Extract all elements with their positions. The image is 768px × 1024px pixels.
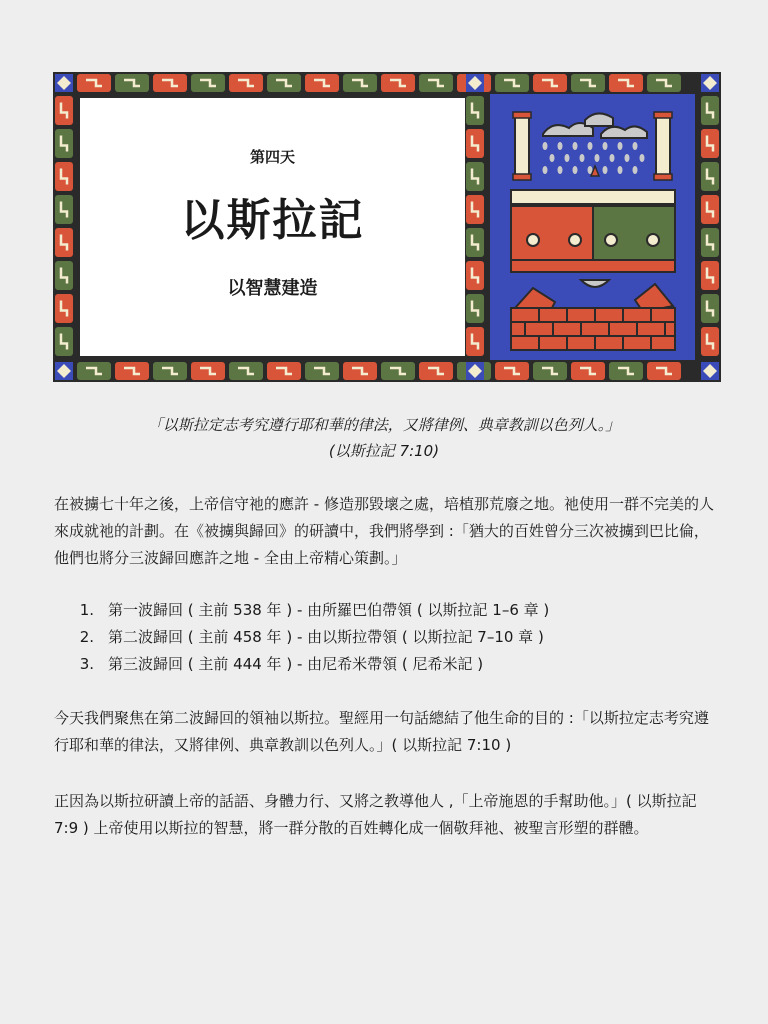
list-item: [54, 651, 716, 678]
wisdom-paragraph: 正因為以斯拉研讀上帝的話語、身體力行、又將之教導他人 ,「上帝施恩的手幫助他。」( 以斯拉記 7:9 ) 上帝使用以斯拉的智慧，將一群分散的百姓轉化成一個敬拜祂、被聖言形塑的群體。: [54, 792, 697, 837]
key-verse-reference: (以斯拉記 7:10): [328, 442, 440, 460]
focus-paragraph: 今天我們聚焦在第二波歸回的領袖以斯拉。聖經用一句話總結了他生命的目的 :「以斯拉定志考究遵行耶和華的律法，又將律例、典章教訓以色列人。」( 以斯拉記 7:10 ): [54, 709, 709, 754]
intro-paragraph: 在被擄七十年之後，上帝信守祂的應許 - 修造那毀壞之處，培植那荒廢之地。祂使用一群不完美的人來成就祂的計劃。在《被擄與歸回》的研讀中，我們將學到 :「猶大的百姓曾分三次被擄到巴比倫，他們也將分三波歸回應許之地 - 全由上帝精心策劃。」: [54, 495, 714, 567]
key-verse: [54, 412, 714, 464]
returns-list: [54, 597, 716, 678]
list-item: [54, 624, 716, 651]
list-item-text: 第一波歸回 ( 主前 538 年 ) - 由所羅巴伯帶領 ( 以斯拉記 1–6 章 ): [108, 601, 550, 619]
title-card: [80, 98, 465, 356]
list-item-number: 3.: [79, 655, 94, 673]
list-item-number: 2.: [79, 628, 94, 646]
list-item-text: 第三波歸回 ( 主前 444 年 ) - 由尼希米帶領 ( 尼希米記 ): [108, 655, 484, 673]
book-title: 以斯拉記: [180, 195, 365, 246]
list-item-text: 第二波歸回 ( 主前 458 年 ) - 由以斯拉帶領 ( 以斯拉記 7–10 章 ): [108, 628, 544, 646]
book-subtitle: 以智慧建造: [227, 278, 318, 299]
day-label: 第四天: [249, 148, 295, 166]
list-item: [54, 597, 716, 624]
list-item-number: 1.: [79, 601, 94, 619]
temple-altar-illustration-icon: [490, 94, 695, 360]
key-verse-text: 「以斯拉定志考究遵行耶和華的律法，又將律例、典章教訓以色列人。」: [147, 416, 621, 434]
